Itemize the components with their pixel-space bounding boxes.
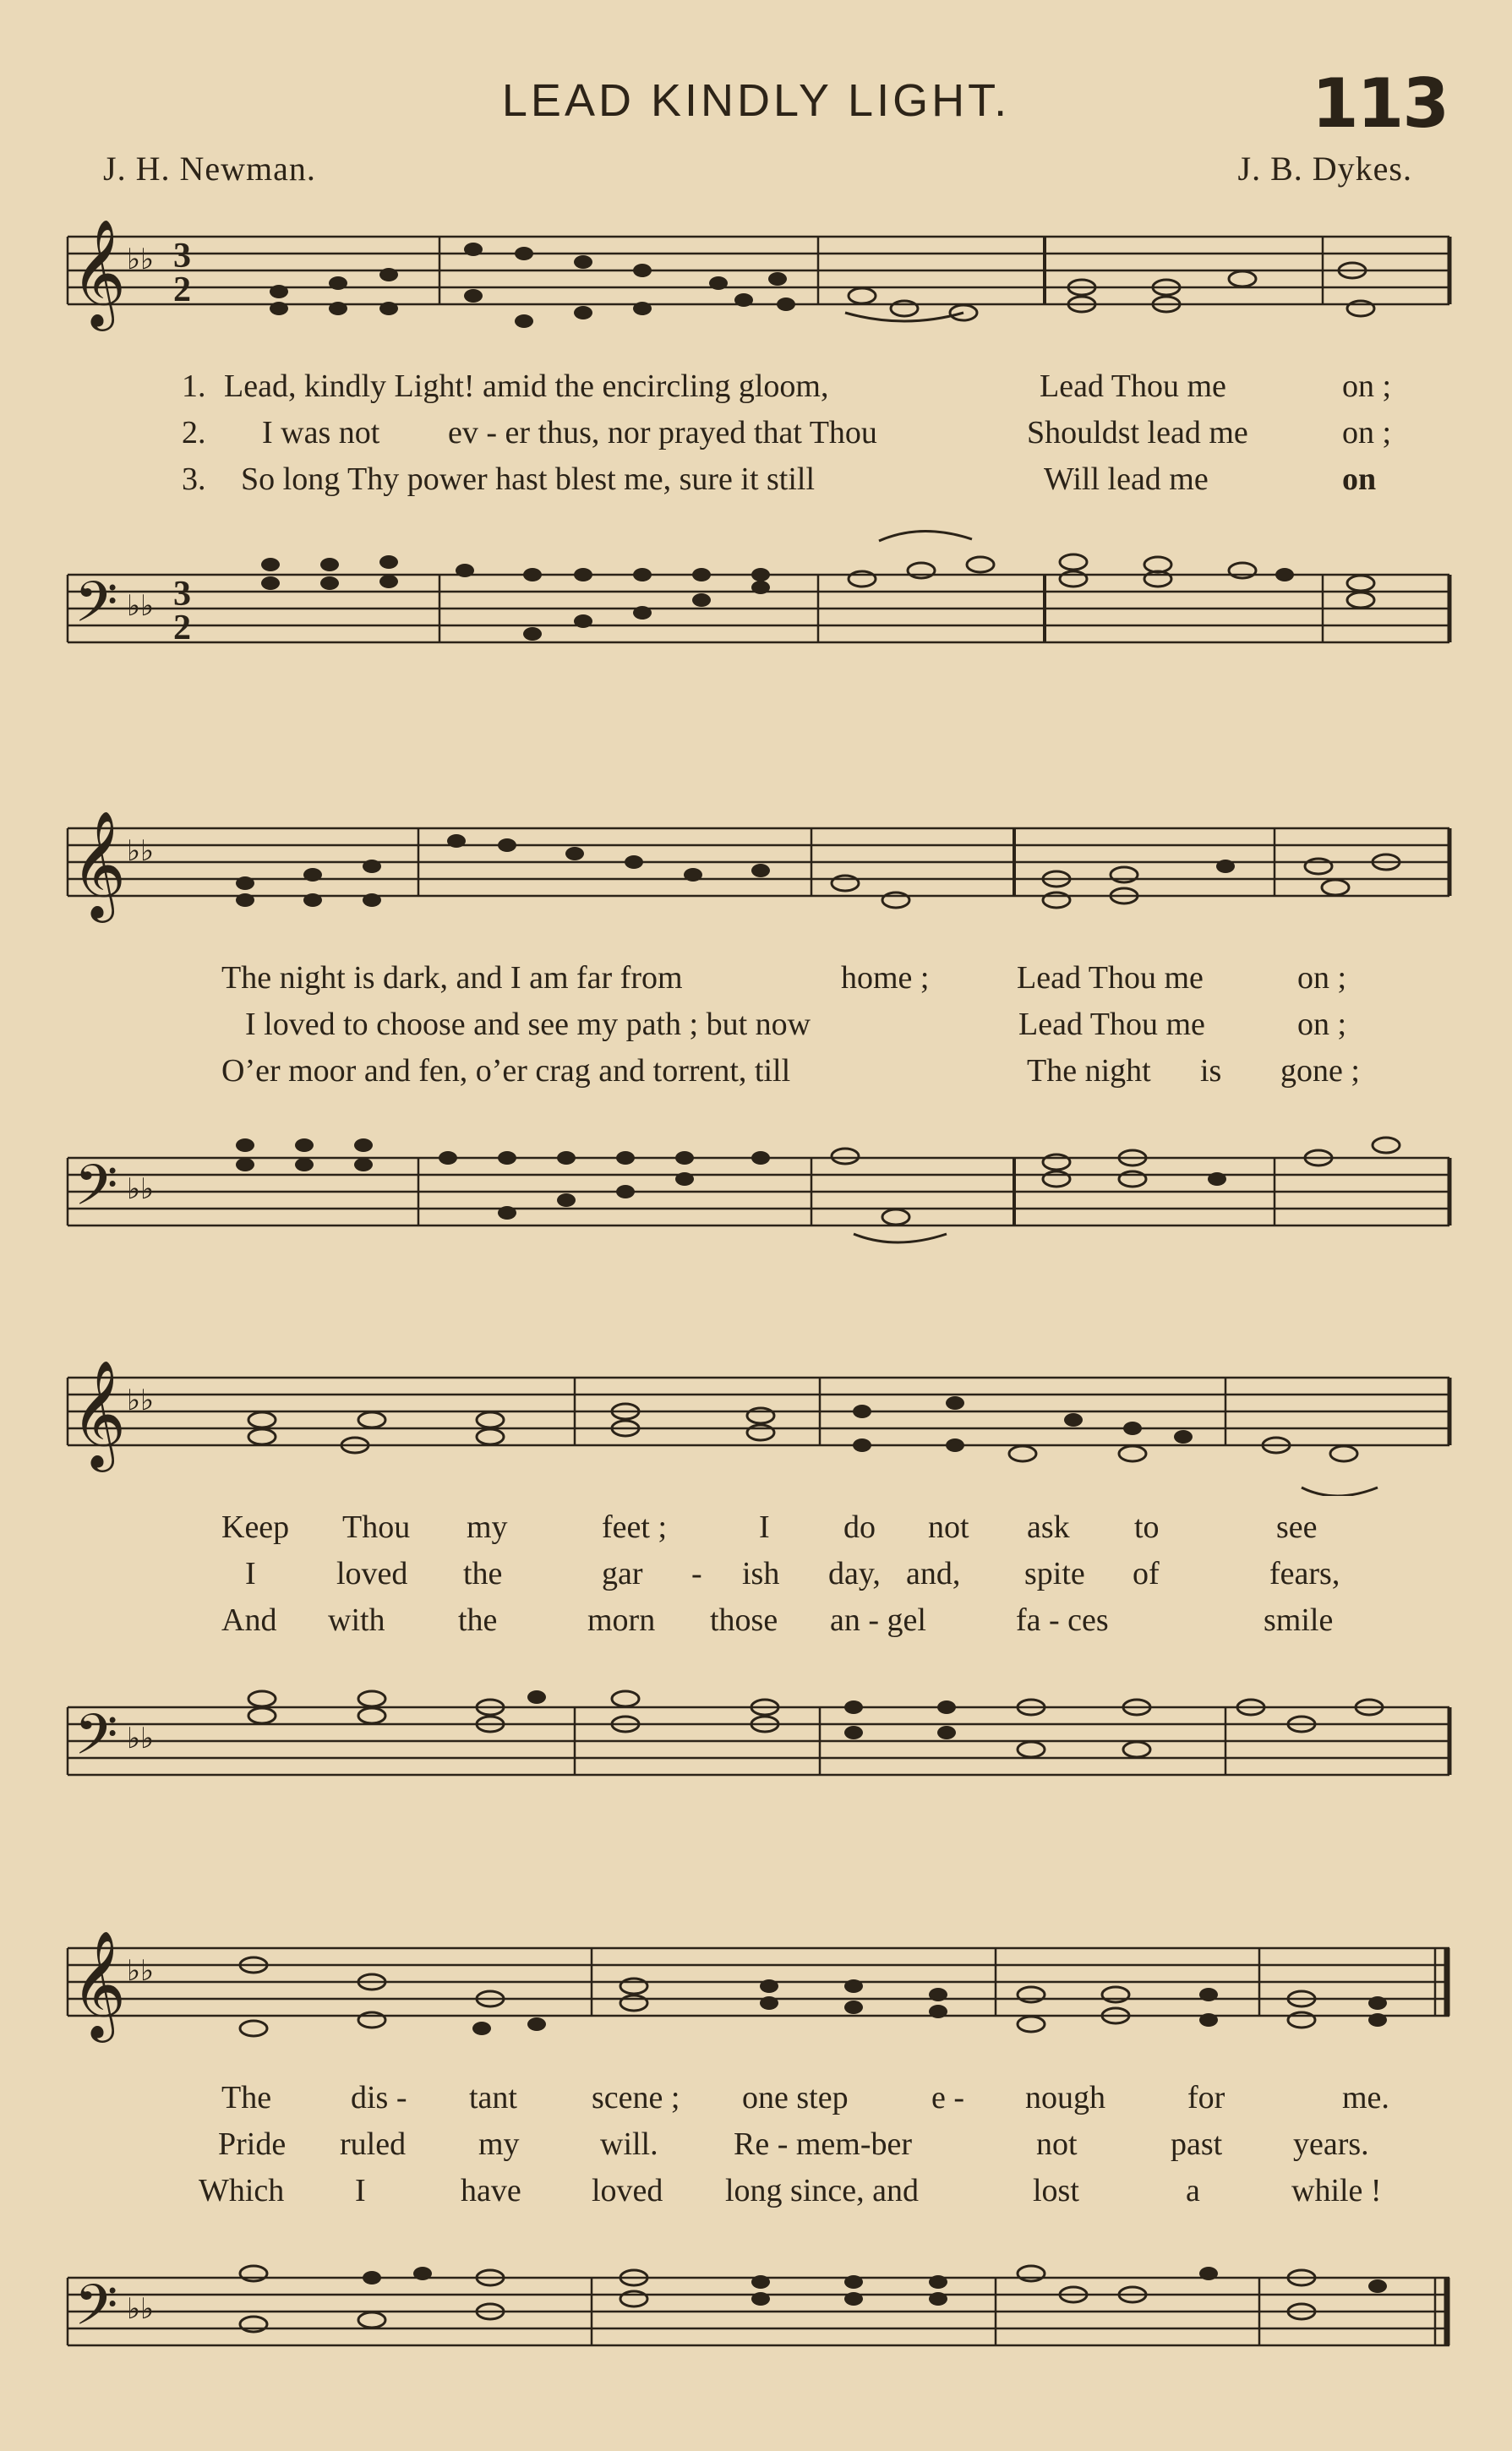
bass-staff xyxy=(0,524,1512,676)
svg-text:3: 3 xyxy=(173,575,191,614)
bass-staff xyxy=(0,2227,1512,2379)
lyric-line: So long Thy power hast blest me, sure it still Will lead me on xyxy=(241,461,1377,497)
svg-text:2: 2 xyxy=(173,270,191,309)
lyric-line: Lead, kindly Light! amid the encircling gloom, Lead Thou me on ; xyxy=(224,368,1392,404)
treble-staff xyxy=(0,1352,1512,1496)
svg-text:♭♭: ♭♭ xyxy=(127,2294,155,2325)
text-author: J. H. Newman. xyxy=(103,150,316,188)
hymn-title: LEAD KINDLY LIGHT. xyxy=(501,75,1011,126)
svg-text:♭♭: ♭♭ xyxy=(127,1385,155,1417)
svg-text:𝄢: 𝄢 xyxy=(74,1702,118,1781)
treble-clef-icon: 𝄞 xyxy=(71,218,127,326)
bass-staff xyxy=(0,1107,1512,1259)
svg-text:♭♭: ♭♭ xyxy=(127,244,155,276)
lyric-line: And with the morn those an - gel fa - ces smile xyxy=(221,1602,1334,1638)
lyric-line: Pride ruled my will. Re - mem-ber not past years. xyxy=(218,2126,1369,2162)
bass-staff xyxy=(0,1657,1512,1809)
svg-text:♭♭: ♭♭ xyxy=(127,1956,155,1987)
treble-staff xyxy=(0,794,1512,938)
svg-text:𝄢: 𝄢 xyxy=(74,2273,118,2351)
svg-text:𝄞: 𝄞 xyxy=(71,810,127,918)
lyric-line: I loved to choose and see my path ; but now Lead Thou me on ; xyxy=(245,1007,1347,1042)
svg-text:𝄞: 𝄞 xyxy=(71,1930,127,2038)
svg-text:♭♭: ♭♭ xyxy=(127,1174,155,1205)
lyric-line: Which I have loved long since, and lost a while ! xyxy=(199,2173,1382,2208)
lyric-line: I loved the gar - ish day, and, spite of fears, xyxy=(245,1556,1340,1591)
svg-text:2: 2 xyxy=(173,609,191,647)
svg-text:♭♭: ♭♭ xyxy=(127,591,155,622)
svg-text:𝄞: 𝄞 xyxy=(71,1359,127,1467)
treble-staff xyxy=(0,203,1512,347)
lyric-line: O’er moor and fen, o’er crag and torrent, till The night is gone ; xyxy=(221,1053,1360,1089)
svg-text:𝄢: 𝄢 xyxy=(74,1153,118,1231)
treble-staff xyxy=(0,1914,1512,2058)
lyric-line: Keep Thou my feet ; I do not ask to see xyxy=(221,1509,1318,1545)
lyric-line: The dis - tant scene ; one step e - nough for me. xyxy=(221,2080,1389,2115)
bass-clef-icon: 𝄢 xyxy=(74,570,118,648)
hymn-page: LEAD KINDLY LIGHT. 113 J. H. Newman. J. B. Dykes. 𝄞 ♭♭ 3 2 1. 2. 3. Lead, kindly Light! amid the encircling gloom, Lead Thou me on ; I was not ev - er thus, nor prayed that Thou Shouldst lead me on ; So long Thy power hast blest me, sure it still Will lead me on 𝄢 ♭♭ 3 2 𝄞 ♭♭ The night is dark, and I am far from home ; Lead Thou me on ; I loved to choose and see my path ; but now Lead Thou me on ; O’er moor and fen, o’er crag and torrent, till The night is gone ; 𝄢 ♭♭ 𝄞 ♭♭ Keep Thou my feet ; I do not ask to see I loved the gar - ish day, and, spite of fears, And with the morn those an - gel fa - ces smile 𝄢 ♭♭ 𝄞 ♭♭ The dis - tant scene ; one step e - nough for me. Pride ruled my will. Re - mem-ber not past years. Which I have loved long since, and lost a while ! 𝄢 ♭♭ xyxy=(0,0,1512,2451)
lyric-line: The night is dark, and I am far from home ; Lead Thou me on ; xyxy=(221,960,1347,996)
page-number: 113 xyxy=(1312,64,1448,143)
svg-text:3: 3 xyxy=(173,237,191,276)
composer: J. B. Dykes. xyxy=(1237,150,1412,188)
svg-text:♭♭: ♭♭ xyxy=(127,836,155,867)
lyric-line: I was not ev - er thus, nor prayed that Thou Shouldst lead me on ; xyxy=(262,415,1392,450)
svg-text:♭♭: ♭♭ xyxy=(127,1723,155,1755)
